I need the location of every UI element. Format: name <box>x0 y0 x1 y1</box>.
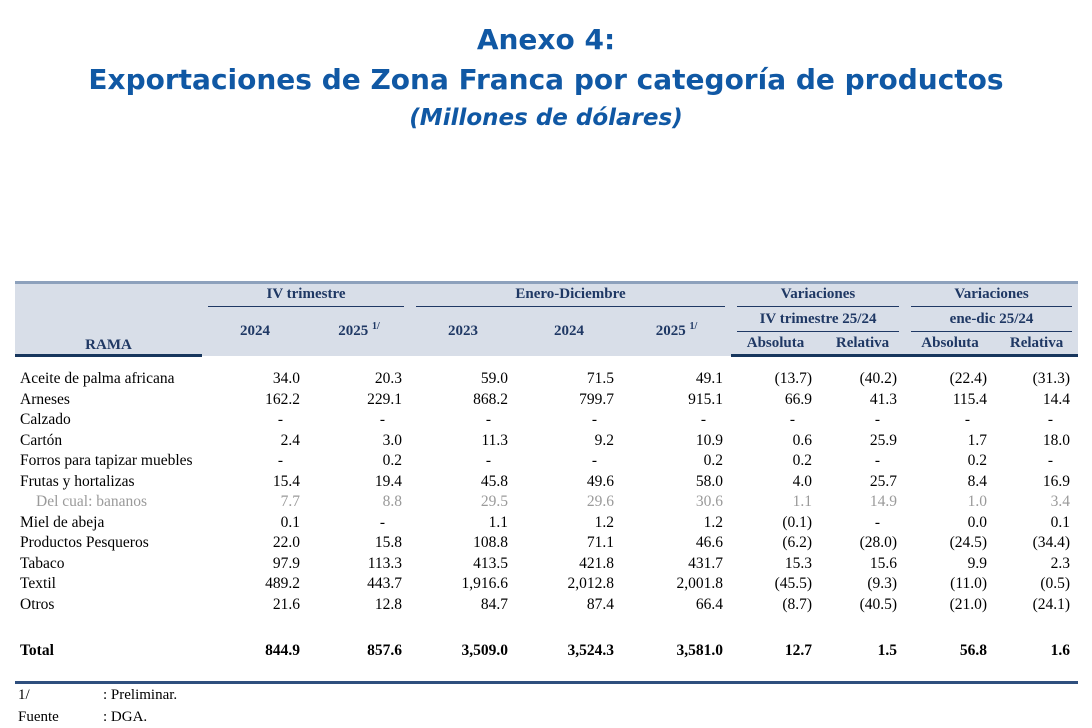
cell-value: 41.3 <box>869 390 898 408</box>
cell-value: 3,524.3 <box>567 641 614 659</box>
table-row <box>15 410 1078 431</box>
cell-value: 413.5 <box>473 554 508 572</box>
row-label: Cartón <box>20 431 63 449</box>
table-header <box>15 283 1078 356</box>
total-row <box>15 639 1078 663</box>
cell-value: 489.2 <box>265 575 300 592</box>
cell-value: 10.9 <box>695 431 724 449</box>
cell-value: - <box>964 411 971 428</box>
cell-value: (9.3) <box>867 575 898 592</box>
cell-value: (40.2) <box>859 370 898 387</box>
cell-value: - <box>874 513 881 531</box>
footnotes <box>18 684 177 728</box>
subgroup-header-q4-2524 <box>731 307 905 332</box>
row-label: Total <box>20 641 54 659</box>
cell-value: (11.0) <box>950 575 988 592</box>
cell-value: 3.4 <box>1050 493 1071 510</box>
column-header-relative-q4: Relativa <box>820 332 905 356</box>
cell-value: - <box>379 411 385 428</box>
cell-value: 15.4 <box>272 472 300 490</box>
column-header-rama: RAMA <box>15 283 202 356</box>
row-label: Tabaco <box>20 554 65 572</box>
cell-value: 97.9 <box>272 554 300 572</box>
table-row <box>15 554 1078 575</box>
cell-value: 108.8 <box>473 534 508 551</box>
table-row <box>15 431 1078 452</box>
cell-value: 8.8 <box>382 493 402 510</box>
cell-value: 2.3 <box>1050 554 1071 572</box>
cell-value: - <box>874 452 881 469</box>
row-label: Aceite de palma africana <box>20 370 175 387</box>
table-row <box>15 513 1078 534</box>
footnote-value: : Preliminar. <box>103 687 178 703</box>
cell-value: (0.1) <box>782 513 813 531</box>
cell-value: - <box>874 411 881 428</box>
column-header-q4-2024: 2024 <box>240 322 270 339</box>
footnote-key: 1/ <box>18 687 30 703</box>
cell-value: 29.6 <box>586 493 614 510</box>
footnote-marker: 1/ <box>371 320 380 332</box>
group-header-q4-label: IV trimestre <box>208 284 404 307</box>
spacer-row <box>15 663 1078 681</box>
group-header-jan-dec-label: Enero-Diciembre <box>416 284 725 307</box>
cell-value: 20.3 <box>374 370 402 387</box>
row-label: Frutas y hortalizas <box>20 472 135 490</box>
table-row <box>15 451 1078 472</box>
cell-value: 18.0 <box>1042 431 1071 449</box>
table-row <box>15 492 1078 513</box>
cell-value: 15.3 <box>784 554 813 572</box>
cell-value: - <box>485 411 491 428</box>
cell-value: (21.0) <box>949 595 988 613</box>
cell-value: (31.3) <box>1032 370 1071 387</box>
cell-value: 1.1 <box>488 513 508 531</box>
cell-value: (45.5) <box>774 575 813 592</box>
group-header-variations-q4-label: Variaciones <box>737 284 899 307</box>
cell-value: 25.7 <box>869 472 898 490</box>
cell-value: 84.7 <box>480 595 508 613</box>
cell-value: 0.2 <box>382 452 402 469</box>
subgroup-header-enedic-2524-label: ene-dic 25/24 <box>911 308 1072 332</box>
cell-value: 2,012.8 <box>567 575 614 592</box>
spacer-row <box>15 356 1078 370</box>
group-header-variations-q4 <box>731 283 905 308</box>
cell-value: - <box>277 452 283 469</box>
column-header-ed-2024: 2024 <box>554 322 584 339</box>
row-label: Forros para tapizar muebles <box>20 452 193 469</box>
cell-value: 421.8 <box>579 554 614 572</box>
cell-value: 66.9 <box>784 390 813 408</box>
cell-value: 14.9 <box>869 493 898 510</box>
cell-value: 0.2 <box>967 452 988 469</box>
cell-value: 2.4 <box>280 431 300 449</box>
row-label: Del cual: bananos <box>36 493 148 510</box>
cell-value: - <box>591 411 597 428</box>
cell-value: 113.3 <box>367 554 402 572</box>
column-header-absolute-yr: Absoluta <box>905 332 995 356</box>
group-header-q4 <box>202 283 410 308</box>
cell-value: (34.4) <box>1032 534 1071 551</box>
row-label: Arneses <box>20 390 70 408</box>
title-main: Exportaciones de Zona Franca por categoría de productos <box>88 63 1004 96</box>
cell-value: 3.0 <box>382 431 402 449</box>
cell-value: 229.1 <box>367 390 402 408</box>
cell-value: 14.4 <box>1042 390 1071 408</box>
cell-value: 12.8 <box>374 595 402 613</box>
cell-value: 45.8 <box>480 472 508 490</box>
cell-value: (8.7) <box>782 595 813 613</box>
cell-value: 8.4 <box>967 472 988 490</box>
cell-value: - <box>700 411 707 428</box>
cell-value: 87.4 <box>586 595 614 613</box>
title-annex: Anexo 4: <box>476 23 616 56</box>
cell-value: 56.8 <box>959 641 988 659</box>
cell-value: (24.1) <box>1032 595 1071 613</box>
cell-value: 0.0 <box>967 513 988 531</box>
column-header-ed-2025: 2025 $^{1/}$ <box>655 320 698 339</box>
cell-value: 1.1 <box>792 493 813 510</box>
cell-value: 115.4 <box>952 390 988 408</box>
cell-value: 58.0 <box>695 472 724 490</box>
column-header-q4-2025: 2025 $^{1/}$ <box>338 320 380 339</box>
cell-value: - <box>1047 452 1054 469</box>
cell-value: 844.9 <box>265 641 300 659</box>
cell-value: - <box>379 513 385 531</box>
subgroup-header-q4-2524-label: IV trimestre 25/24 <box>737 308 899 332</box>
cell-value: 7.7 <box>280 493 300 510</box>
group-header-variations-yr <box>905 283 1078 308</box>
row-label: Calzado <box>20 411 71 428</box>
exports-table-wrapper <box>15 281 1078 684</box>
title-block <box>0 0 1092 136</box>
footnote-key: Fuente <box>18 709 59 725</box>
column-header-relative-yr: Relativa <box>995 332 1078 356</box>
spacer-row <box>15 615 1078 639</box>
cell-value: 15.6 <box>869 554 898 572</box>
cell-value: 1.2 <box>703 513 724 531</box>
cell-value: 59.0 <box>480 370 508 387</box>
cell-value: 0.2 <box>703 452 724 469</box>
table-row <box>15 595 1078 616</box>
group-header-jan-dec <box>410 283 731 308</box>
cell-value: 1.5 <box>877 641 898 659</box>
cell-value: 0.1 <box>280 513 300 531</box>
cell-value: 0.6 <box>792 431 813 449</box>
cell-value: 3,581.0 <box>676 641 724 659</box>
cell-value: 857.6 <box>367 641 402 659</box>
cell-value: (40.5) <box>859 595 898 613</box>
cell-value: 3,509.0 <box>461 641 508 659</box>
cell-value: 1.6 <box>1050 641 1071 659</box>
cell-value: (24.5) <box>949 534 988 551</box>
cell-value: 9.2 <box>594 431 614 449</box>
cell-value: - <box>789 411 796 428</box>
cell-value: 0.2 <box>792 452 813 469</box>
table-row <box>15 369 1078 390</box>
cell-value: - <box>591 452 597 469</box>
cell-value: 0.1 <box>1050 513 1071 531</box>
cell-value: (28.0) <box>859 534 898 551</box>
table-body <box>15 356 1078 682</box>
footnote-source <box>18 706 177 728</box>
row-label: Textil <box>20 575 56 592</box>
cell-value: 915.1 <box>688 390 724 408</box>
cell-value: 799.7 <box>579 390 614 408</box>
table-row <box>15 390 1078 411</box>
footnote-marker: 1/ <box>689 320 698 332</box>
cell-value: 11.3 <box>481 431 508 449</box>
spacer-cell <box>15 663 1078 681</box>
cell-value: 30.6 <box>695 493 724 510</box>
cell-value: 12.7 <box>784 641 813 659</box>
cell-value: 49.1 <box>695 370 724 387</box>
cell-value: - <box>485 452 491 469</box>
cell-value: - <box>277 411 283 428</box>
cell-value: 1.0 <box>967 493 988 510</box>
cell-value: (22.4) <box>949 370 988 387</box>
cell-value: 2,001.8 <box>676 575 724 592</box>
column-header-absolute-q4: Absoluta <box>731 332 820 356</box>
cell-value: 1.2 <box>594 513 614 531</box>
cell-value: 21.6 <box>272 595 300 613</box>
cell-value: 29.5 <box>480 493 508 510</box>
row-label: Productos Pesqueros <box>20 534 149 551</box>
cell-value: 22.0 <box>272 534 300 551</box>
cell-value: (0.5) <box>1040 575 1071 592</box>
spacer-cell <box>15 356 1078 370</box>
footnote-preliminary <box>18 684 177 706</box>
cell-value: 49.6 <box>586 472 614 490</box>
cell-value: 1.7 <box>967 431 988 449</box>
cell-value: - <box>1047 411 1054 428</box>
group-header-variations-yr-label: Variaciones <box>911 284 1072 307</box>
cell-value: 162.2 <box>265 390 300 408</box>
table-row <box>15 472 1078 493</box>
table-row <box>15 574 1078 595</box>
subgroup-header-enedic-2524 <box>905 307 1078 332</box>
cell-value: 868.2 <box>473 390 508 408</box>
table-row <box>15 533 1078 554</box>
cell-value: (13.7) <box>774 370 813 387</box>
cell-value: 9.9 <box>967 554 988 572</box>
cell-value: 71.1 <box>586 534 614 551</box>
cell-value: 1,916.6 <box>461 575 508 592</box>
cell-value: 25.9 <box>869 431 898 449</box>
cell-value: 4.0 <box>792 472 813 490</box>
row-label: Miel de abeja <box>20 513 105 531</box>
title-units: (Millones de dólares) <box>409 105 683 131</box>
cell-value: 71.5 <box>586 370 614 387</box>
row-label: Otros <box>20 595 55 613</box>
cell-value: 34.0 <box>272 370 300 387</box>
cell-value: 15.8 <box>374 534 402 551</box>
cell-value: 46.6 <box>695 534 724 551</box>
cell-value: 19.4 <box>374 472 402 490</box>
cell-value: 431.7 <box>688 554 724 572</box>
cell-value: 66.4 <box>695 595 724 613</box>
footnote-value: : DGA. <box>103 709 148 725</box>
exports-table <box>15 281 1078 681</box>
spacer-cell <box>15 615 1078 639</box>
column-header-ed-2023: 2023 <box>448 322 478 339</box>
cell-value: 443.7 <box>367 575 402 592</box>
cell-value: (6.2) <box>782 534 813 551</box>
cell-value: 16.9 <box>1042 472 1071 490</box>
